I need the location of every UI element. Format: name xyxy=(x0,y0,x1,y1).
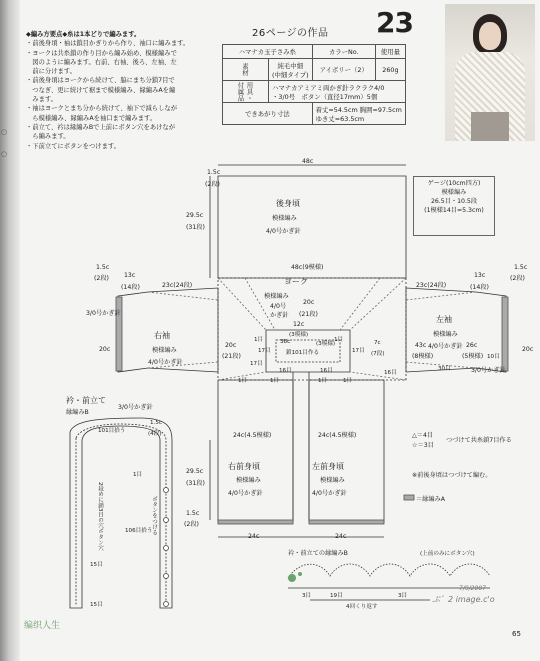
collar-name: 衿・前立て xyxy=(66,396,106,405)
yoke-count: 1目 xyxy=(238,378,248,384)
right-sleeve-border-hook: 3/0号かぎ針 xyxy=(86,310,121,317)
yoke-count: 1目 xyxy=(334,337,344,343)
edge-motif xyxy=(288,572,302,582)
left-sleeve-border-hook: 3/0号かぎ針 xyxy=(471,367,506,374)
tools-line: ・3/0号 ボタン（直径17mm）5個 xyxy=(272,92,378,101)
color-value: アイボリー（2） xyxy=(312,59,375,81)
gauge-box xyxy=(413,176,495,236)
left-sleeve-hook: 4/0号かぎ針 xyxy=(428,343,463,350)
left-front-bottom: 24c xyxy=(335,533,347,540)
right-front-hem-cm: 1.5c xyxy=(186,510,200,517)
gauge-line: 模様編み xyxy=(441,189,467,196)
right-front-bottom: 24c xyxy=(248,533,260,540)
yoke-depth-rows: (21段) xyxy=(299,311,318,318)
yoke-count: 1目 xyxy=(270,378,280,384)
right-sleeve-hook: 4/0号かぎ針 xyxy=(148,359,183,366)
left-sleeve-top-cm: 1.5c xyxy=(514,264,528,271)
gauge-title: ゲージ(10cm四方) xyxy=(427,180,481,187)
watermark-text: ぷ゛2 image.c'o xyxy=(432,595,495,604)
edge-repeat: 4回くり返す xyxy=(346,604,378,610)
instructions-heading: ◆編み方要点◆糸は1本どりで編みます。 xyxy=(26,31,141,38)
spine-mark: ○ xyxy=(1,128,8,136)
right-sleeve-len-cm: 13c xyxy=(124,272,136,279)
yarn-name-text: 純毛中細 xyxy=(277,61,304,70)
amount-header: 使用量 xyxy=(375,45,405,59)
collar-count: 106目拾う xyxy=(125,528,153,534)
yoke-center-cm: 38c xyxy=(280,339,291,345)
yoke-mid-rows: (7段) xyxy=(371,351,385,357)
left-sleeve-upper: 23c(24段) xyxy=(416,282,447,289)
collar-pattern: 縁編みB xyxy=(66,409,89,416)
right-sleeve-cuff: 20c xyxy=(99,346,111,353)
right-sleeve-pattern: 模様編み xyxy=(152,347,177,354)
yarn-type: (中細タイプ) xyxy=(272,70,309,79)
yoke-neck-rows: (3模様) xyxy=(289,332,309,338)
yoke-count: 17目 xyxy=(352,348,365,354)
back-width: 48c xyxy=(302,158,314,165)
right-sleeve-len-rows: (14段) xyxy=(121,284,140,291)
note-star: ☆＝3目 xyxy=(412,442,434,449)
tools-category: 用具・付属品 xyxy=(223,81,269,103)
yoke-count: 16目 xyxy=(279,368,292,374)
right-sleeve-name: 右袖 xyxy=(154,331,170,340)
yoke-hook: かぎ針 xyxy=(270,312,289,319)
left-front-outline xyxy=(309,380,384,522)
left-front-top: 24c(4.5模様) xyxy=(318,432,357,439)
collar-side-rows: (4段) xyxy=(148,431,162,437)
left-sleeve-top-rows: (2段) xyxy=(510,275,525,282)
right-front-top: 24c(4.5模様) xyxy=(233,432,272,439)
legend-label: ＝縁編みA xyxy=(416,496,445,503)
gauge-line: 26.5目・10.5段 xyxy=(430,198,478,205)
edge-subtitle: (上前のみにボタン穴) xyxy=(420,551,475,557)
left-sleeve-name: 左袖 xyxy=(436,315,452,324)
instruction-line: ・前後身頃はヨークから続けて、脇にまち分鎖7目で xyxy=(26,77,175,85)
left-sleeve-cuff: 20c xyxy=(522,346,534,353)
buttonhole-note: 2段めに鎖3目の穴ボタン穴 xyxy=(97,482,103,551)
yoke-count: 16目 xyxy=(320,368,333,374)
yoke-center-rows: (3模様) xyxy=(316,341,336,347)
back-hem-rows: (2段) xyxy=(205,181,220,188)
right-hem-border xyxy=(218,520,293,524)
left-sleeve-length-cm: 26c xyxy=(466,342,478,349)
size-line: 着丈=54.5cm 胸囲=97.5cm xyxy=(315,105,402,114)
right-front-side-cm: 29.5c xyxy=(186,468,204,475)
right-front-side-rows: (31段) xyxy=(186,480,205,487)
edge-title: 衿・前立ての縁編みB xyxy=(288,550,348,557)
yoke-pattern: 模様編み xyxy=(264,293,289,300)
button-note: ボタンをつける xyxy=(151,496,157,536)
back-neck: 48c(9模様) xyxy=(291,264,324,271)
back-side-rows: (31段) xyxy=(186,224,205,231)
yoke-mid-cm: 7c xyxy=(374,340,381,346)
back-hem-cm: 1.5c xyxy=(207,169,221,176)
edge-repeat: 3目 xyxy=(302,593,312,599)
edge-repeat: 19目 xyxy=(330,593,343,599)
right-front-hem-rows: (2段) xyxy=(184,521,199,528)
left-sleeve-len-cm: 13c xyxy=(474,272,486,279)
left-front-name: 左前身頃 xyxy=(312,462,344,471)
yoke-count: 1目 xyxy=(318,378,328,384)
note-join: つづけて共糸鎖7目作る xyxy=(446,437,512,444)
instruction-line: ・前後身頃・袖は鎖目かぎりから作り、袖口に編みます。 xyxy=(26,40,190,48)
collar-count: 15目 xyxy=(90,562,103,568)
left-front-pattern: 模様編み xyxy=(320,477,345,484)
instruction-line: 前に分けます。 xyxy=(26,68,76,76)
left-sleeve-count: 16目 xyxy=(384,370,397,376)
right-front-hook: 4/0号かぎ針 xyxy=(228,490,263,497)
left-front-hook: 4/0号かぎ針 xyxy=(312,490,347,497)
date-stamp: 7/9/2007 xyxy=(459,585,486,592)
edge-stitch-chart xyxy=(288,564,490,578)
size-line: ゆき丈=63.5cm xyxy=(315,114,365,123)
left-sleeve-pattern: 模様編み xyxy=(433,331,458,338)
right-front-outline xyxy=(218,380,293,522)
yoke-count: 17目 xyxy=(258,348,271,354)
gauge-line: (1模様14目=5.3cm) xyxy=(424,207,484,214)
yoke-name: ヨーク xyxy=(284,277,308,286)
color-header: カラーNo. xyxy=(312,45,375,59)
yoke-depth-cm: 20c xyxy=(303,299,315,306)
instruction-line: ・下前立てにボタンをつけます。 xyxy=(26,142,120,150)
collar-hook: 3/0号かぎ針 xyxy=(118,404,153,411)
yoke-center: 鎖101目作る xyxy=(286,350,320,356)
pattern-number: 23 xyxy=(376,6,413,39)
amount-value: 260g xyxy=(375,59,405,81)
note-triangle: △＝4目 xyxy=(412,432,434,439)
right-sleeve-top-rows: (2段) xyxy=(94,275,109,282)
instruction-line: つなぎ、更に続けて裾まで模様編み、縁編みAを編 xyxy=(26,86,176,94)
spine-mark: ○ xyxy=(1,150,8,158)
left-sleeve-count: 30目 xyxy=(438,366,451,372)
collar-count: 1目 xyxy=(133,472,143,478)
back-body-name: 後身頃 xyxy=(276,199,300,208)
yoke-decrease-lines xyxy=(148,278,476,380)
yoke-count: 17目 xyxy=(250,361,263,367)
back-body-hook: 4/0号かぎ針 xyxy=(266,228,301,235)
back-side-cm: 29.5c xyxy=(186,212,204,219)
right-sleeve-upper: 23c(24段) xyxy=(162,282,193,289)
instruction-line: みます。 xyxy=(26,96,57,104)
back-body-pattern: 模様編み xyxy=(272,215,297,222)
note-front: ※前後身頃はつづけて編む。 xyxy=(412,472,492,479)
instruction-line: ・ヨークは共糸鎖の作り目から編み始め、模様編みで xyxy=(26,49,177,57)
blog-watermark: 编织人生 xyxy=(24,621,61,631)
instruction-line: 図のように編みます。右前、右袖、後ろ、左袖、左 xyxy=(26,58,177,66)
left-sleeve-len-rows: (14段) xyxy=(470,284,489,291)
instruction-line: ・前立て、衿は縁編みBで上前にボタン穴をあけなが xyxy=(26,123,176,131)
page-number: 65 xyxy=(512,630,521,638)
yoke-outline xyxy=(218,278,406,380)
collar-side-cm: 1.5c xyxy=(150,420,162,426)
instruction-line: ・袖はヨークとまち分から続けて、袖下で減らしなが xyxy=(26,105,177,113)
right-front-name: 右前身頃 xyxy=(228,462,260,471)
left-sleeve-width-cm: 43c xyxy=(415,342,427,349)
page-title: 26ページの作品 xyxy=(252,28,329,39)
collar-count: 15目 xyxy=(90,602,103,608)
left-sleeve-width-rows: (8模様) xyxy=(412,353,434,360)
size-label: できあがり寸法 xyxy=(223,103,313,125)
yoke-neck-cm: 12c xyxy=(293,321,305,328)
right-sleeve-arm-cm: 20c xyxy=(225,342,237,349)
left-hem-border xyxy=(309,520,384,524)
left-sleeve-count: 10目 xyxy=(487,354,500,360)
material-category: 素材 xyxy=(223,59,269,81)
legend-swatch xyxy=(404,495,414,500)
right-sleeve-arm-rows: (21段) xyxy=(222,353,241,360)
yarn-header: ハマナカ玉子さみ糸 xyxy=(223,45,313,59)
left-sleeve-length-rows: (5模様) xyxy=(462,353,484,360)
right-sleeve-top-cm: 1.5c xyxy=(96,264,110,271)
right-front-pattern: 模様編み xyxy=(236,477,261,484)
instruction-line: ら模様編み、縁編みAを袖口まで編みます。 xyxy=(26,114,157,122)
left-cuff-border xyxy=(502,297,508,371)
yoke-count: 1目 xyxy=(343,378,353,384)
tools-line: ハマナカアミアミ両かぎ針ラクラク4/0 xyxy=(272,83,385,92)
yoke-hook: 4/0号 xyxy=(270,303,287,310)
collar-neck-st: 101目拾う xyxy=(98,428,126,434)
instruction-line: ら編みます。 xyxy=(26,133,70,141)
edge-repeat: 3目 xyxy=(398,593,408,599)
yoke-count: 1目 xyxy=(254,337,264,343)
